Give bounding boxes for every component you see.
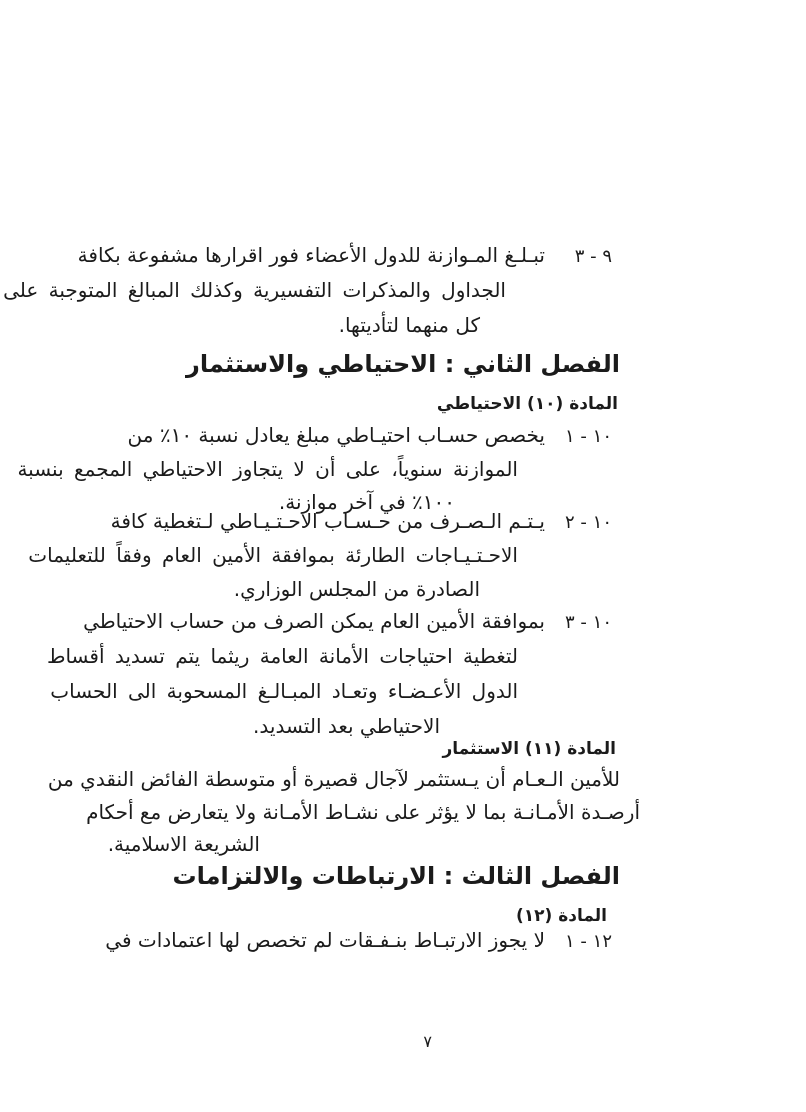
article-11-heading: المادة (١١) الاستثمار [442,739,616,759]
item-10-1-line: يخصص حسـاب احتيـاطي مبلغ يعادل نسبة ١٠٪ من [127,423,545,447]
item-12-1-line: لا يجوز الارتبـاط بنـفـقات لم تخصص لها اعتمادات في [105,928,545,952]
item-10-3-line: لتغطية احتياجات الأمانة العامة ريثما يتم تسديد أقساط [46,644,518,668]
item-10-1-marker: ١٠ - ١ [565,426,612,447]
article-11-body-line: أرصـدة الأمـانـة بما لا يؤثر على نشـاط الأمـانة ولا يتعارض مع أحكام [86,800,640,824]
item-10-3-line: بموافقة الأمين العام يمكن الصرف من حساب الاحتياطي [83,609,545,633]
item-10-1-line: الموازنة سنوياً، على أن لا يتجاوز الاحتياطي المجمع بنسبة [17,457,518,481]
article-12-heading: المادة (١٢) [516,906,607,926]
article-11-body-line: الشريعة الاسلامية. [107,832,260,856]
item-10-3-line: الاحتياطي بعد التسديد. [253,714,440,738]
item-10-2-marker: ١٠ - ٢ [565,512,612,533]
item-10-2-line: الصادرة من المجلس الوزاري. [233,577,480,601]
article-10-heading: المادة (١٠) الاحتياطي [436,394,618,414]
item-9-3-line: الجداول والمذكرات التفسيرية وكذلك المبالغ المتوجبة على [3,278,506,302]
chapter-3-heading: الفصل الثالث : الارتباطات والالتزامات [172,862,620,890]
page-number: ٧ [423,1032,432,1051]
item-10-1-line: ١٠٠٪ في آخر موازنة. [278,490,455,514]
chapter-2-heading: الفصل الثاني : الاحتياطي والاستثمار [186,350,620,378]
item-12-1-marker: ١٢ - ١ [565,931,612,952]
item-9-3-line: كل منهما لتأديتها. [338,313,480,337]
item-10-3-marker: ١٠ - ٣ [565,612,612,633]
article-11-body-line: للأمين الـعـام أن يـستثمر لآجال قصيرة أو متوسطة الفائض النقدي من [47,767,620,791]
item-9-3-line: تبـلـغ المـوازنة للدول الأعضاء فور اقرارها مشفوعة بكافة [77,243,545,267]
item-10-2-line: الاحـتـيـاجات الطارئة بموافقة الأمين العام وفقاً للتعليمات [28,543,518,567]
item-10-3-line: الدول الأعـضـاء وتعـاد المبـالـغ المسحوبة الى الحساب [50,679,518,703]
item-10-2-line: يـتـم الـصـرف من حـسـاب الاحـتـيـاطي لـتغطية كافة [110,509,545,533]
item-9-3-marker: ٩ - ٣ [574,246,612,267]
